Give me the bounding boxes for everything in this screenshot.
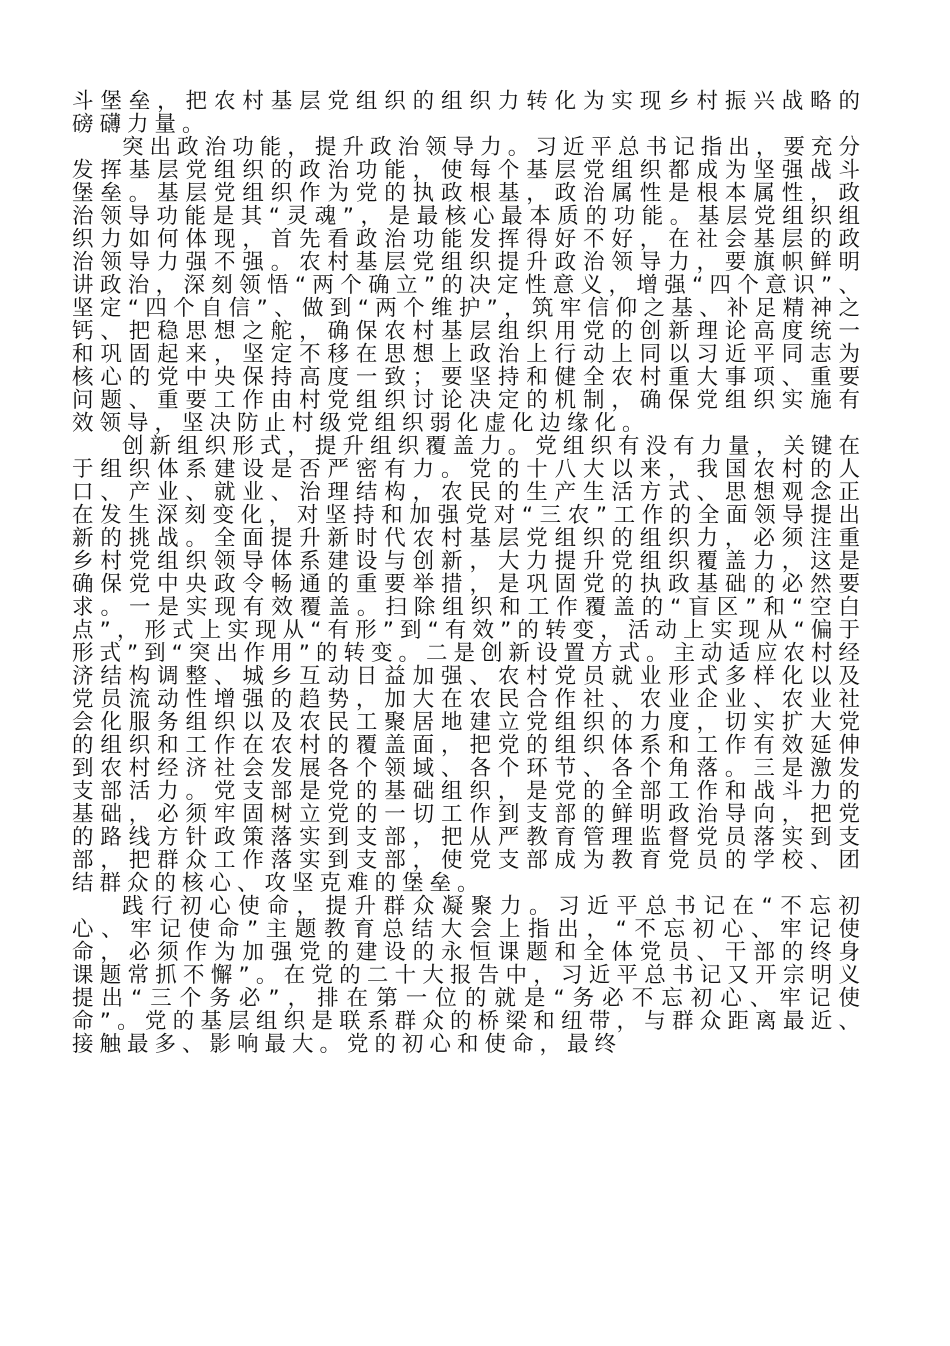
paragraph-1: 斗堡垒，把农村基层党组织的组织力转化为实现乡村振兴战略的磅礴力量。 xyxy=(72,89,866,137)
paragraph-2: 突出政治功能，提升政治领导力。习近平总书记指出，要充分发挥基层党组织的政治功能，使每个基层党组织都成为坚强战斗堡垒。基层党组织作为党的执政根基，政治属性是根本属性，政治领导功能是其“灵魂”，是最核心最本质的功能。基层党组织组织力如何体现，首先看政治功能发挥得好不好，在社会基层的政治领导力强不强。农村基层党组织提升政治领导力，要旗帜鲜明讲政治，深刻领悟“两个确立”的决定性意义，增强“四个意识”、坚定“四个自信”、做到“两个维护”，筑牢信仰之基、补足精神之钙、把稳思想之舵，确保农村基层组织用党的创新理论高度统一和巩固起来，坚定不移在思想上政治上行动上同以习近平同志为核心的党中央保持高度一致；要坚持和健全农村重大事项、重要问题、重要工作由村党组织讨论决定的机制，确保党组织实施有效领导，坚决防止村级党组织弱化虚化边缘化。 xyxy=(72,135,866,436)
paragraph-3: 创新组织形式，提升组织覆盖力。党组织有没有力量，关键在于组织体系建设是否严密有力。党的十八大以来，我国农村的人口、产业、就业、治理结构，农民的生产生活方式、思想观念正在发生深刻变化，对坚持和加强党对“三农”工作的全面领导提出新的挑战。全面提升新时代农村基层党组织的组织力，必须注重乡村党组织领导体系建设与创新，大力提升党组织覆盖力，这是确保党中央政令畅通的重要举措，是巩固党的执政基础的必然要求。一是实现有效覆盖。扫除组织和工作覆盖的“盲区”和“空白点”，形式上实现从“有形”到“有效”的转变，活动上实现从“偏于形式”到“突出作用”的转变。二是创新设置方式。主动适应农村经济结构调整、城乡互动日益加强、农村党员就业形式多样化以及党员流动性增强的趋势，加大在农民合作社、农业企业、农业社会化服务组织以及农民工聚居地建立党组织的力度，切实扩大党的组织和工作在农村的覆盖面，把党的组织体系和工作有效延伸到农村经济社会发展各个领域、各个环节、各个角落。三是激发支部活力。党支部是党的基础组织，是党的全部工作和战斗力的基础，必须牢固树立党的一切工作到支部的鲜明政治导向，把党的路线方针政策落实到支部，把从严教育管理监督党员落实到支部，把群众工作落实到支部，使党支部成为教育党员的学校、团结群众的核心、攻坚克难的堡垒。 xyxy=(72,434,866,896)
paragraph-4: 践行初心使命，提升群众凝聚力。习近平总书记在“不忘初心、牢记使命”主题教育总结大会上指出，“不忘初心、牢记使命，必须作为加强党的建设的永恒课题和全体党员、干部的终身课题常抓不懈”。在党的二十大报告中，习近平总书记又开宗明义提出“三个务必”，排在第一位的就是“务必不忘初心、牢记使命”。党的基层组织是联系群众的桥梁和纽带，与群众距离最近、接触最多、影响最大。党的初心和使命，最终 xyxy=(72,894,866,1057)
document-page xyxy=(72,90,866,1056)
